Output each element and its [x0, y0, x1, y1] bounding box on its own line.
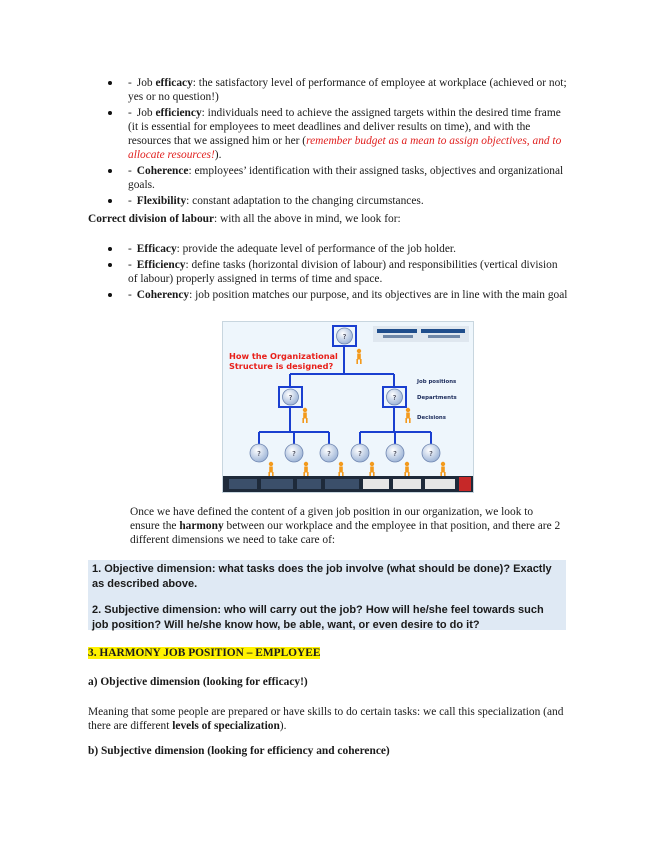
bullet-icon [108, 81, 112, 85]
svg-text:?: ? [292, 450, 296, 458]
division-heading: Correct division of labour: with all the above in mind, we look for: [88, 213, 401, 225]
list-item: - Coherency: job position matches our purpose, and its objectives are in line with the main goal [88, 288, 568, 302]
banner-decoration [373, 326, 469, 342]
bullet-icon [108, 169, 112, 173]
svg-text:?: ? [342, 333, 347, 341]
job-criteria-list [88, 76, 568, 210]
bullet-icon [108, 199, 112, 203]
org-node-position [351, 444, 369, 462]
figure-title-line2: Structure is designed? [229, 361, 334, 371]
bullet-icon [108, 247, 112, 251]
svg-text:?: ? [393, 450, 397, 458]
svg-text:?: ? [392, 394, 397, 402]
org-node-position [285, 444, 303, 462]
objective-dimension-text: 1. Objective dimension: what tasks does the job involve (what should be done)? Exactly as described above. [92, 563, 552, 590]
figure-footer-banner [223, 476, 473, 492]
list-item: - Job efficacy: the satisfactory level of performance of employee at workplace (achieved or not; yes or no question!) [88, 76, 568, 104]
harmony-intro-paragraph: Once we have defined the content of a given job position in our organization, we look to ensure the harmony between our workplace and the employee in that position, and there are 2 different dimensions we need to take care of: [130, 506, 561, 546]
svg-text:?: ? [288, 394, 293, 402]
label-departments: Departments [417, 395, 457, 401]
label-job-positions: Job positions [417, 379, 457, 385]
specialization-paragraph: Meaning that some people are prepared or have skills to do certain tasks: we call this specialization (and there are different levels of specialization). [88, 706, 564, 732]
list-item: - Efficiency: define tasks (horizontal division of labour) and responsibilities (vertical division of labour) properly assigned in terms of time and space. [88, 258, 568, 286]
figure-title-line1: How the Organizational [229, 351, 338, 361]
subjective-dimension-text: 2. Subjective dimension: who will carry out the job? How will he/she feel towards such job position? Will he/she know how, be able, want, or even desire to do it? [92, 604, 544, 631]
svg-text:?: ? [257, 450, 261, 458]
org-structure-figure [222, 321, 474, 493]
org-chart-svg [223, 322, 473, 492]
bullet-icon [108, 293, 112, 297]
label-decisions: Decisions [417, 415, 446, 421]
org-node-position [386, 444, 404, 462]
harmony-heading: 3. HARMONY JOB POSITION – EMPLOYEE [88, 647, 321, 659]
bullet-icon [108, 263, 112, 267]
dimensions-box [88, 560, 566, 630]
subjective-dimension-heading: b) Subjective dimension (looking for efficiency and coherence) [88, 745, 390, 757]
org-node-position [250, 444, 268, 462]
list-item: - Coherence: employees’ identification with their assigned tasks, objectives and organizational goals. [88, 164, 568, 192]
org-node-position [422, 444, 440, 462]
org-node-position [320, 444, 338, 462]
bullet-icon [108, 111, 112, 115]
division-list [88, 242, 568, 304]
objective-dimension-heading: a) Objective dimension (looking for efficacy!) [88, 676, 308, 688]
svg-text:?: ? [327, 450, 331, 458]
svg-text:?: ? [429, 450, 433, 458]
list-item: - Efficacy: provide the adequate level of performance of the job holder. [88, 242, 568, 256]
list-item: - Job efficiency: individuals need to achieve the assigned targets within the desired time frame (it is essential for employees to meet deadlines and deliver results on time), and with the resources that we assigned him or her (remember budget as a mean to assign objectives, and to allocate resources!). [88, 106, 568, 162]
list-item: - Flexibility: constant adaptation to the changing circumstances. [88, 194, 568, 208]
svg-text:?: ? [358, 450, 362, 458]
